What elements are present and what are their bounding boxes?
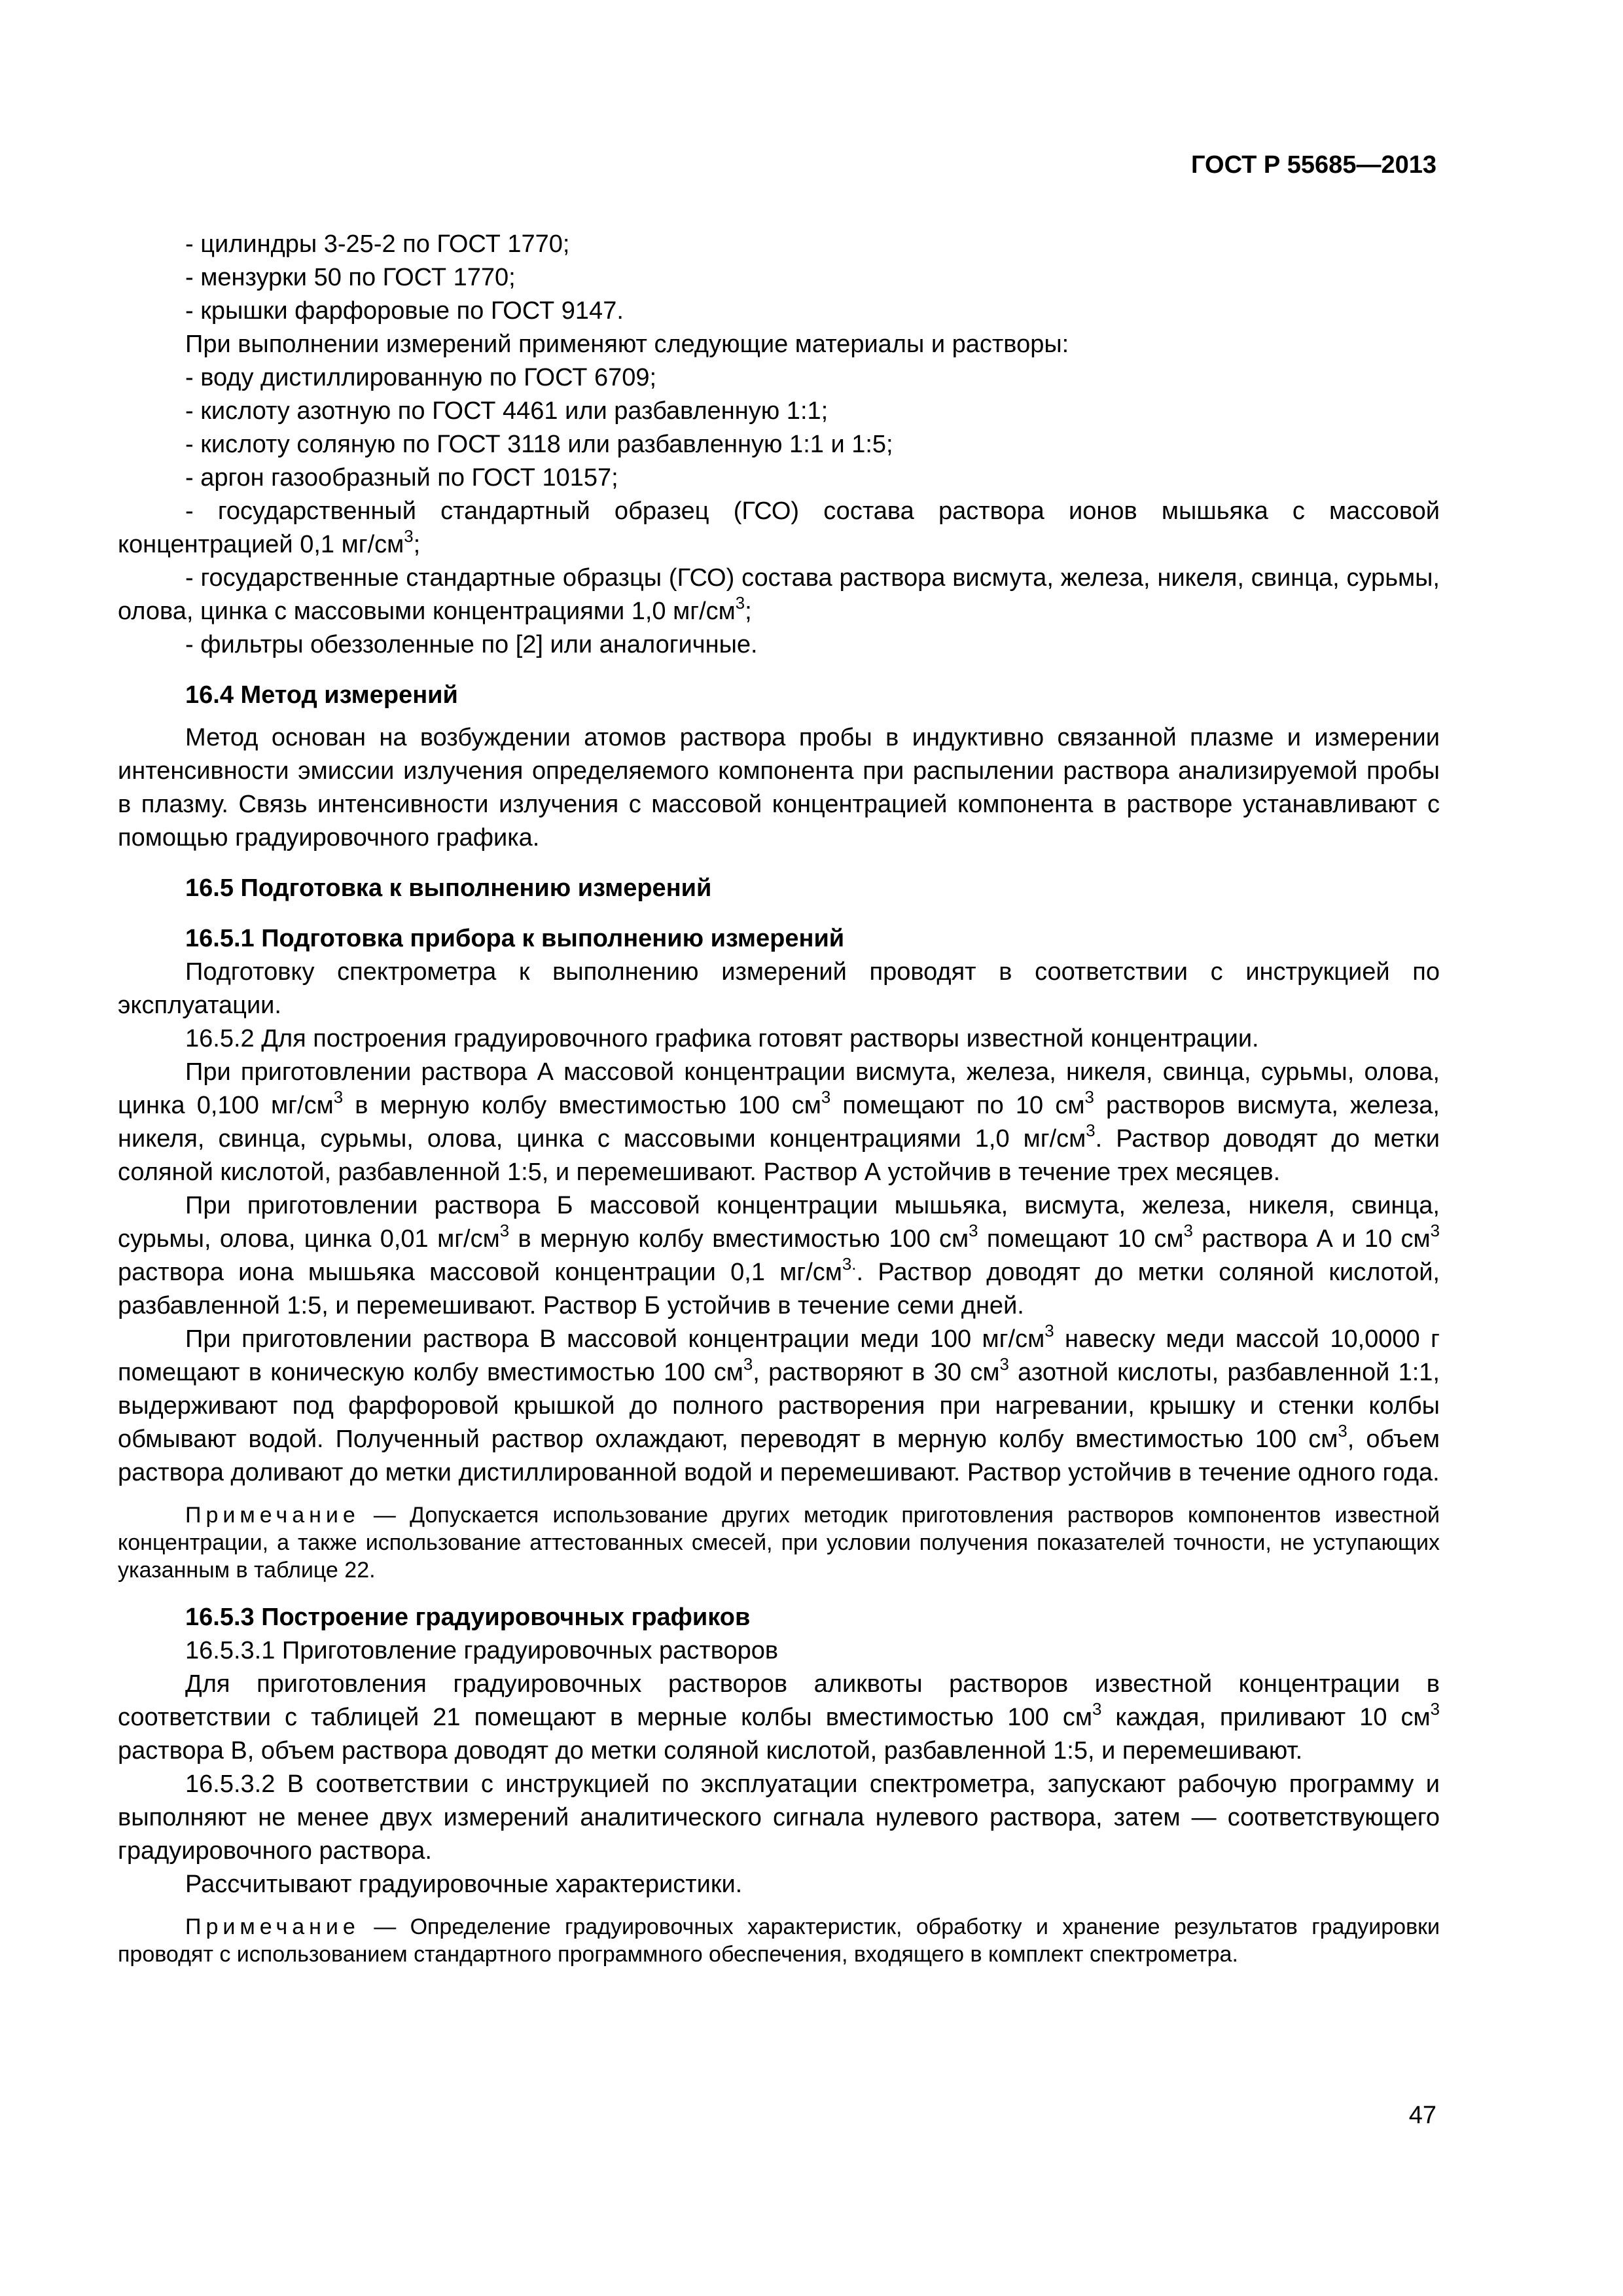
- subsection-title-16-5-3-1: 16.5.3.1 Приготовление градуировочных растворов: [185, 1637, 779, 1664]
- list-item: - мензурки 50 по ГОСТ 1770;: [185, 264, 516, 291]
- note-label: Примечание: [185, 1503, 360, 1528]
- document-header: ГОСТ Р 55685—2013: [1191, 151, 1436, 179]
- list-item: - цилиндры 3-25-2 по ГОСТ 1770;: [185, 230, 570, 258]
- section-text-16-5-1: Подготовку спектрометра к выполнению измерений проводят в соответствии с инструкцией по эксплуатации.: [118, 958, 1440, 1019]
- list-item: - кислоту азотную по ГОСТ 4461 или разбавленную 1:1;: [185, 397, 829, 425]
- section-heading-16-5: 16.5 Подготовка к выполнению измерений: [185, 874, 712, 902]
- solution-b-paragraph: При приготовлении раствора Б массовой концентрации мышьяка, висмута, железа, никеля, свинца, сурьмы, олова, цинка 0,01 $мг/см^3$ в мерную колбу вместимостью 100 $см^3$ помещают 10 $см^3$ раствора А и 10 $см^3$ раствора иона мышьяка массовой концентрации 0,1 $мг/см^{3.}$. Раствор доводят до метки соляной кислотой, разбавленной 1:5, и перемешивают. Раствор Б устойчив в течение семи дней.: [118, 1192, 1440, 1319]
- list-item: - кислоту соляную по ГОСТ 3118 или разбавленную 1:1 и 1:5;: [185, 431, 893, 458]
- list-item: - аргон газообразный по ГОСТ 10157;: [185, 464, 618, 492]
- note-2: Примечание — Определение градуировочных характеристик, обработку и хранение результатов градуировки проводят с использованием стандартного программного обеспечения, входящего в комплект спектрометра.: [118, 1914, 1440, 1967]
- document-body: [118, 228, 1440, 1968]
- list-item-gso-arsenic: - государственный стандартный образец (ГСО) состава раствора ионов мышьяка с массовой концентрацией 0,1 $мг/см^3$;: [118, 497, 1440, 558]
- materials-intro: При выполнении измерений применяют следующие материалы и растворы:: [185, 331, 1069, 358]
- solution-v-paragraph: При приготовлении раствора В массовой концентрации меди 100 $мг/см^3$ навеску меди массой 10,0000 г помещают в коническую колбу вместимостью 100 $см^3$, растворяют в 30 $см^3$ азотной кислоты, разбавленной 1:1, выдерживают под фарфоровой крышкой до полного растворения при нагревании, крышку и стенки колбы обмывают водой. Полученный раствор охлаждают, переводят в мерную колбу вместимостью 100 $см^3$, объем раствора доливают до метки дистиллированной водой и перемешивают. Раствор устойчив в течение одного года.: [118, 1322, 1440, 1486]
- note-label: Примечание: [185, 1914, 360, 1939]
- section-text-16-4: Метод основан на возбуждении атомов раствора пробы в индуктивно связанной плазме и измерении интенсивности эмиссии излучения определяемого компонента при распылении раствора анализируемой пробы в плазму. Связь интенсивности излучения с массовой концентрацией компонента в растворе устанавливают с помощью градуировочного графика.: [118, 724, 1440, 852]
- list-item: - фильтры обеззоленные по [2] или аналогичные.: [185, 631, 758, 658]
- note-1: Примечание — Допускается использование других методик приготовления растворов компонентов известной концентрации, а также использование аттестованных смесей, при условии получения показателей точности, не уступающих указанным в таблице 22.: [118, 1503, 1440, 1583]
- section-text-16-5-3-2: 16.5.3.2 В соответствии с инструкцией по эксплуатации спектрометра, запускают рабочую программу и выполняют не менее двух измерений аналитического сигнала нулевого раствора, затем — соответствующего градуировочного раствора.: [118, 1770, 1440, 1865]
- list-item: - крышки фарфоровые по ГОСТ 9147.: [185, 297, 624, 325]
- section-text-16-5-3-1: Для приготовления градуировочных растворов аликвоты растворов известной концентрации в соответствии с таблицей 21 помещают в мерные колбы вместимостью 100 $см^3$ каждая, приливают 10 $см^3$ раствора В, объем раствора доводят до метки соляной кислотой, разбавленной 1:5, и перемешивают.: [118, 1670, 1440, 1765]
- list-item: - воду дистиллированную по ГОСТ 6709;: [185, 364, 657, 391]
- section-heading-16-4: 16.4 Метод измерений: [185, 681, 458, 709]
- section-heading-16-5-3: 16.5.3 Построение градуировочных графиков: [185, 1604, 751, 1631]
- solution-a-paragraph: При приготовлении раствора А массовой концентрации висмута, железа, никеля, свинца, сурьмы, олова, цинка 0,100 $мг/см^3$ в мерную колбу вместимостью 100 $см^3$ помещают по 10 $см^3$ растворов висмута, железа, никеля, свинца, сурьмы, олова, цинка с массовыми концентрациями 1,0 $мг/см^3$. Раствор доводят до метки соляной кислотой, разбавленной 1:5, и перемешивают. Раствор А устойчив в течение трех месяцев.: [118, 1058, 1440, 1186]
- section-heading-16-5-1: 16.5.1 Подготовка прибора к выполнению измерений: [185, 925, 845, 952]
- section-text-16-5-2: 16.5.2 Для построения градуировочного графика готовят растворы известной концентрации.: [185, 1025, 1259, 1052]
- list-item-gso-metals: - государственные стандартные образцы (ГСО) состава раствора висмута, железа, никеля, свинца, сурьмы, олова, цинка с массовыми концентрациями 1,0 $мг/см^3$;: [118, 564, 1440, 625]
- page-number: 47: [1408, 2102, 1436, 2129]
- calc-sentence: Рассчитывают градуировочные характеристики.: [185, 1871, 743, 1898]
